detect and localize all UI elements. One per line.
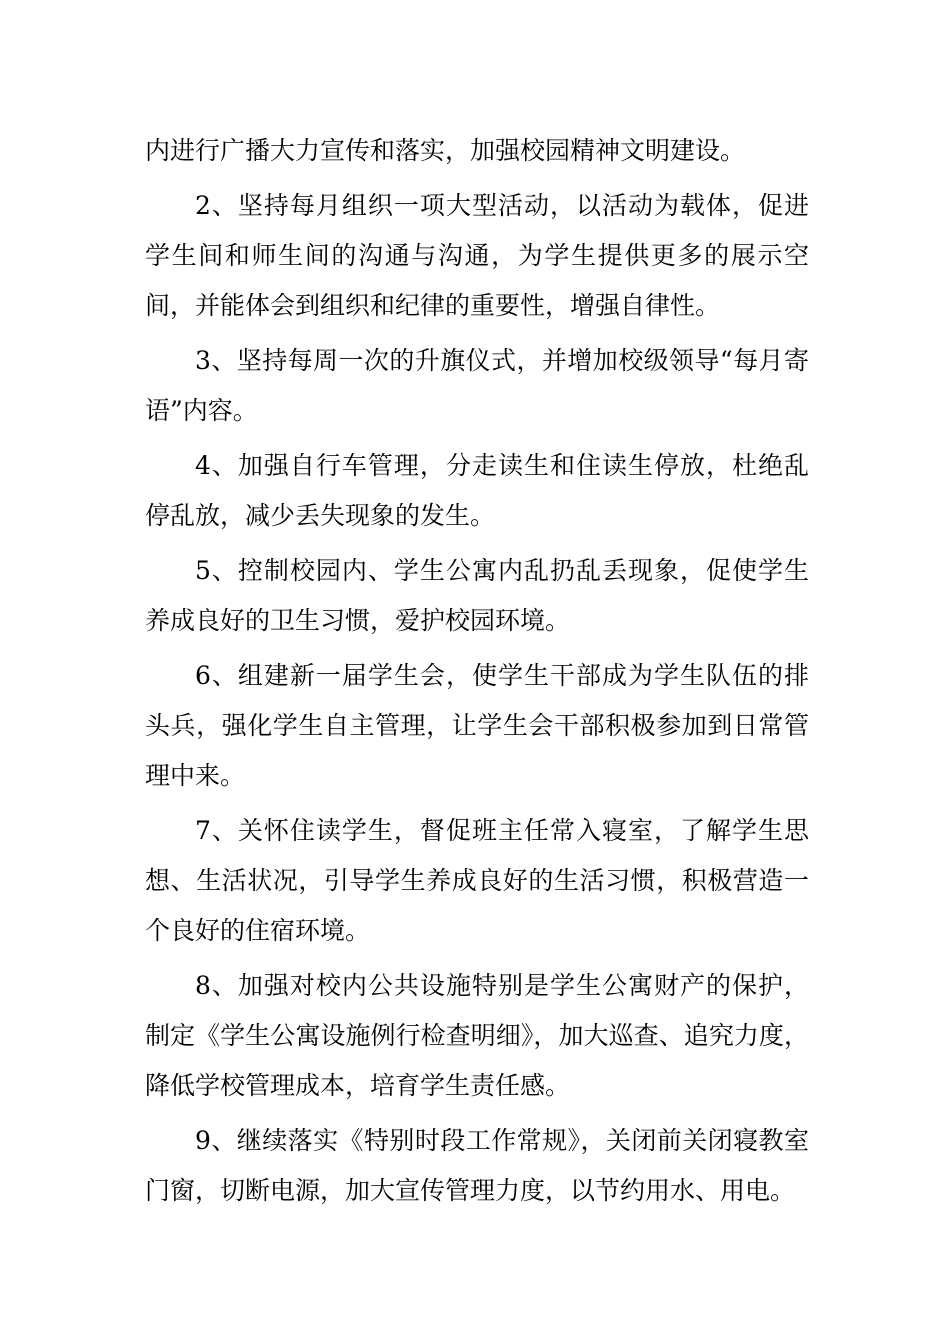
paragraph-item-3: 3、坚持每周一次的升旗仪式，并增加校级领导“每月寄语”内容。 (145, 346, 809, 425)
paragraph-continuation: 内进行广播大力宣传和落实，加强校园精神文明建设。 (145, 136, 746, 165)
paragraph-item-9: 9、继续落实《特别时段工作常规》，关闭前关闭寝教室门窗，切断电源，加大宣传管理力度，以节约用水、用电。 (145, 1126, 809, 1205)
paragraph-item-4: 4、加强自行车管理，分走读生和住读生停放，杜绝乱停乱放，减少丢失现象的发生。 (145, 451, 809, 530)
paragraph-item-2: 2、坚持每月组织一项大型活动，以活动为载体，促进学生间和师生间的沟通与沟通，为学生提供更多的展示空间，并能体会到组织和纪律的重要性，增强自律性。 (145, 191, 809, 320)
paragraph-item-6: 6、组建新一届学生会，使学生干部成为学生队伍的排头兵，强化学生自主管理，让学生会干部积极参加到日常管理中来。 (145, 661, 809, 790)
paragraph-item-7: 7、关怀住读学生，督促班主任常入寝室，了解学生思想、生活状况，引导学生养成良好的生活习惯，积极营造一个良好的住宿环境。 (145, 816, 809, 945)
paragraph-item-5: 5、控制校园内、学生公寓内乱扔乱丢现象，促使学生养成良好的卫生习惯，爱护校园环境。 (145, 556, 809, 635)
paragraph-item-8: 8、加强对校内公共设施特别是学生公寓财产的保护，制定《学生公寓设施例行检查明细》，加大巡查、追究力度，降低学校管理成本，培育学生责任感。 (145, 971, 809, 1100)
document-body (145, 126, 809, 1221)
